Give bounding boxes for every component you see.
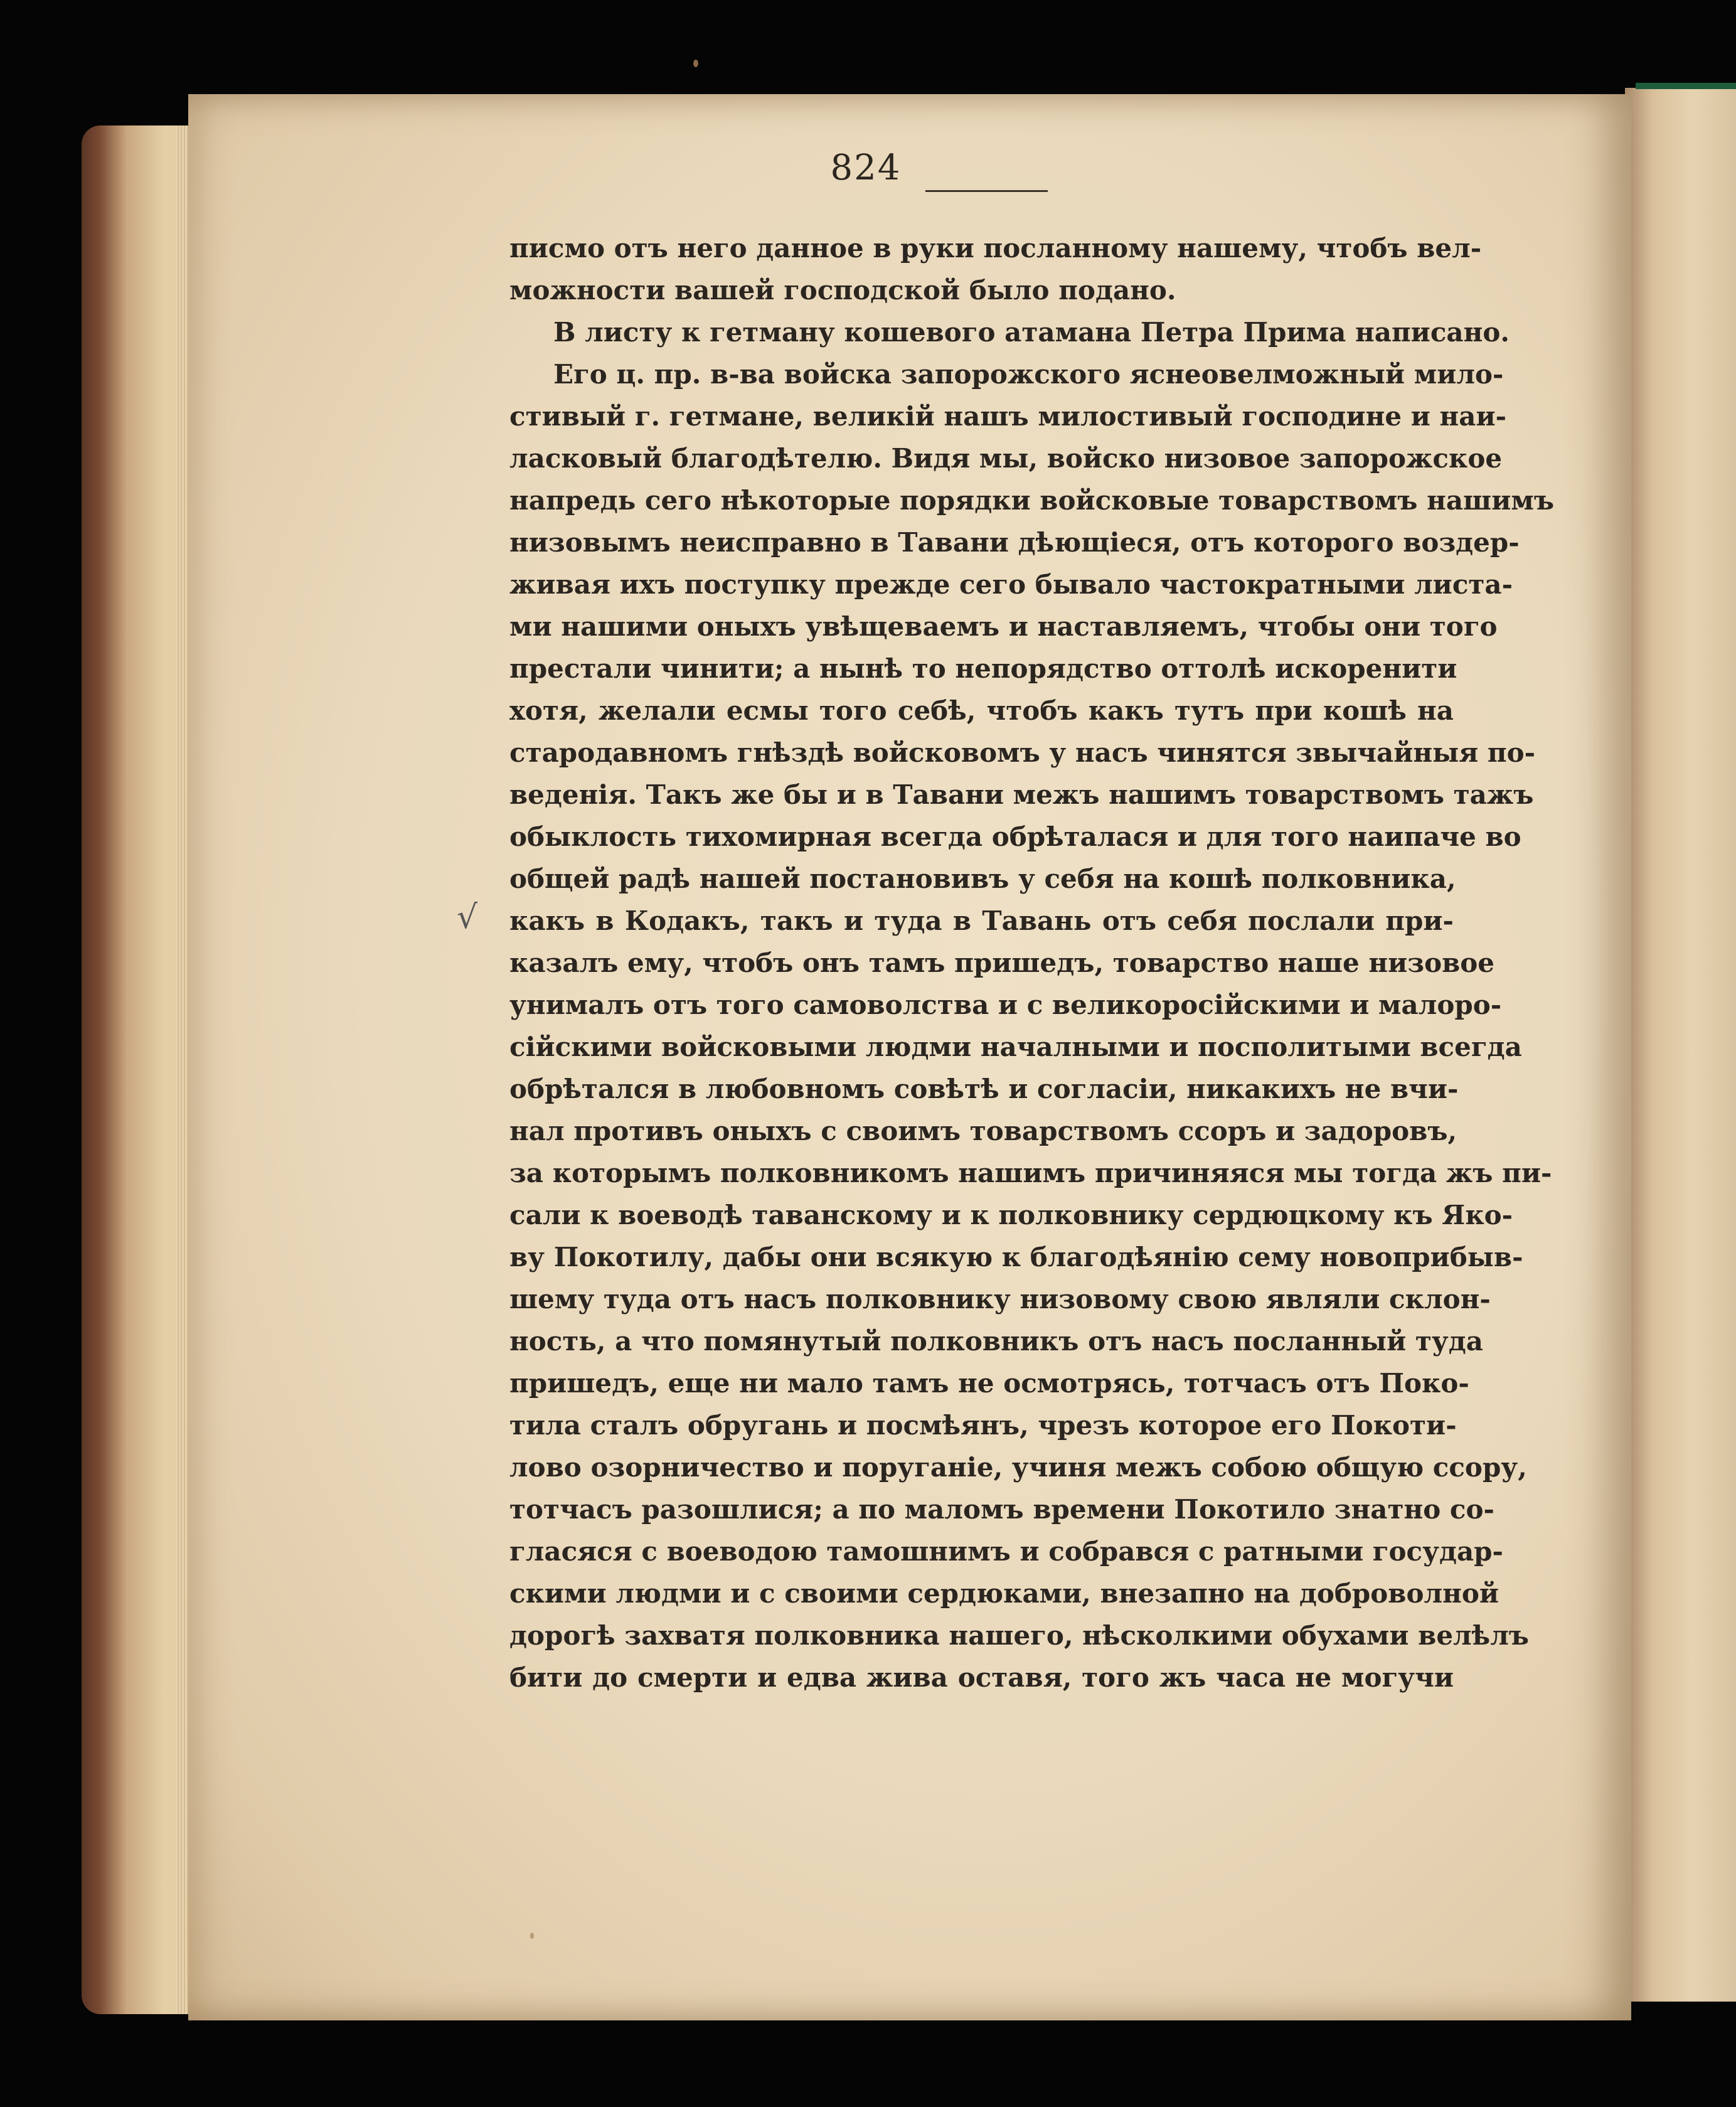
text-line: бити до смерти и едва жива оставя, того жъ часа не могучи [509,1662,1454,1693]
text-line: нал противъ оныхъ с своимъ товарствомъ ссоръ и задоровъ, [509,1116,1457,1146]
text-line: дорогѣ захватя полковника нашего, нѣсколкими обухами велѣлъ [509,1620,1530,1651]
text-line: можности вашей господской было подано. [509,275,1176,306]
text-line: шему туда отъ насъ полковнику низовому свою являли склон- [509,1284,1491,1315]
book-cover-edge [1636,83,1736,89]
text-line: стародавномъ гнѣздѣ войсковомъ у насъ чинятся звычайныя по- [509,737,1536,768]
text-line: обрѣтался в любовномъ совѣтѣ и согласіи, никакихъ не вчи- [509,1074,1459,1104]
text-line: тила сталъ обругань и посмѣянъ, чрезъ которое его Покоти- [509,1410,1457,1441]
paper-speck [693,60,698,67]
text-line: ву Покотилу, дабы они всякую к благодѣянію сему новоприбыв- [509,1242,1523,1272]
text-line: низовымъ неисправно в Тавани дѣющіеся, отъ которого воздер- [509,527,1520,558]
text-line: сали к воеводѣ таванскому и к полковнику сердюцкому къ Яко- [509,1200,1513,1230]
text-line: ми нашими оныхъ увѣщеваемъ и наставляемъ, чтобы они того [509,611,1498,642]
text-line: сійскими войсковыми людми началными и посполитыми всегда [509,1032,1522,1062]
text-line: скими людми и с своими сердюками, внезапно на доброволной [509,1578,1499,1609]
body-text [509,227,1555,1699]
text-line: лово озорничество и поруганіе, учиня межъ собою общую ссору, [509,1452,1527,1483]
text-line: престали чинити; а нынѣ то непорядство оттолѣ искоренити [509,653,1457,684]
text-line: тотчасъ разошлися; а по маломъ времени Покотило знатно со- [509,1494,1494,1525]
text-line: казалъ ему, чтобъ онъ тамъ пришедъ, товарство наше низовое [509,947,1494,978]
page-number: 824 [830,147,902,188]
text-line: за которымъ полковникомъ нашимъ причиняяся мы тогда жъ пи- [509,1158,1552,1188]
text-line: ласковый благодѣтелю. Видя мы, войско низовое запорожское [509,443,1503,474]
text-line: какъ в Кодакъ, такъ и туда в Тавань отъ себя послали при- [509,905,1454,936]
text-line: напредь сего нѣкоторые порядки войсковые товарствомъ нашимъ [509,485,1555,516]
paper-speck [530,1933,534,1939]
page-number-rule [925,190,1048,192]
text-line: живая ихъ поступку прежде сего бывало частократными листа- [509,569,1513,600]
text-line: стивый г. гетмане, великій нашъ милостивый господине и наи- [509,401,1507,432]
text-line: гласяся с воеводою тамошнимъ и собрався с ратными государ- [509,1536,1503,1567]
text-line: унималъ отъ того самоволства и с великоросійскими и малоро- [509,989,1502,1020]
margin-checkmark: √ [457,899,478,936]
text-line: обыклость тихомирная всегда обрѣталася и для того наипаче во [509,821,1521,852]
text-line: ность, а что помянутый полковникъ отъ насъ посланный туда [509,1326,1483,1357]
text-line: хотя, желали есмы того себѣ, чтобъ какъ тутъ при кошѣ на [509,695,1454,726]
text-line: Его ц. пр. в-ва войска запорожского яснеовелможный мило- [553,359,1504,390]
text-line: В листу к гетману кошевого атамана Петра Прима написано. [553,317,1510,348]
text-line: пришедъ, еще ни мало тамъ не осмотрясь, тотчасъ отъ Поко- [509,1368,1469,1399]
text-line: писмо отъ него данное в руки посланному нашему, чтобъ вел- [509,233,1482,264]
facing-page-strip [1625,88,1736,2002]
text-line: веденія. Такъ же бы и в Тавани межъ нашимъ товарствомъ тажъ [509,779,1534,810]
text-line: общей радѣ нашей постановивъ у себя на кошѣ полковника, [509,863,1456,894]
